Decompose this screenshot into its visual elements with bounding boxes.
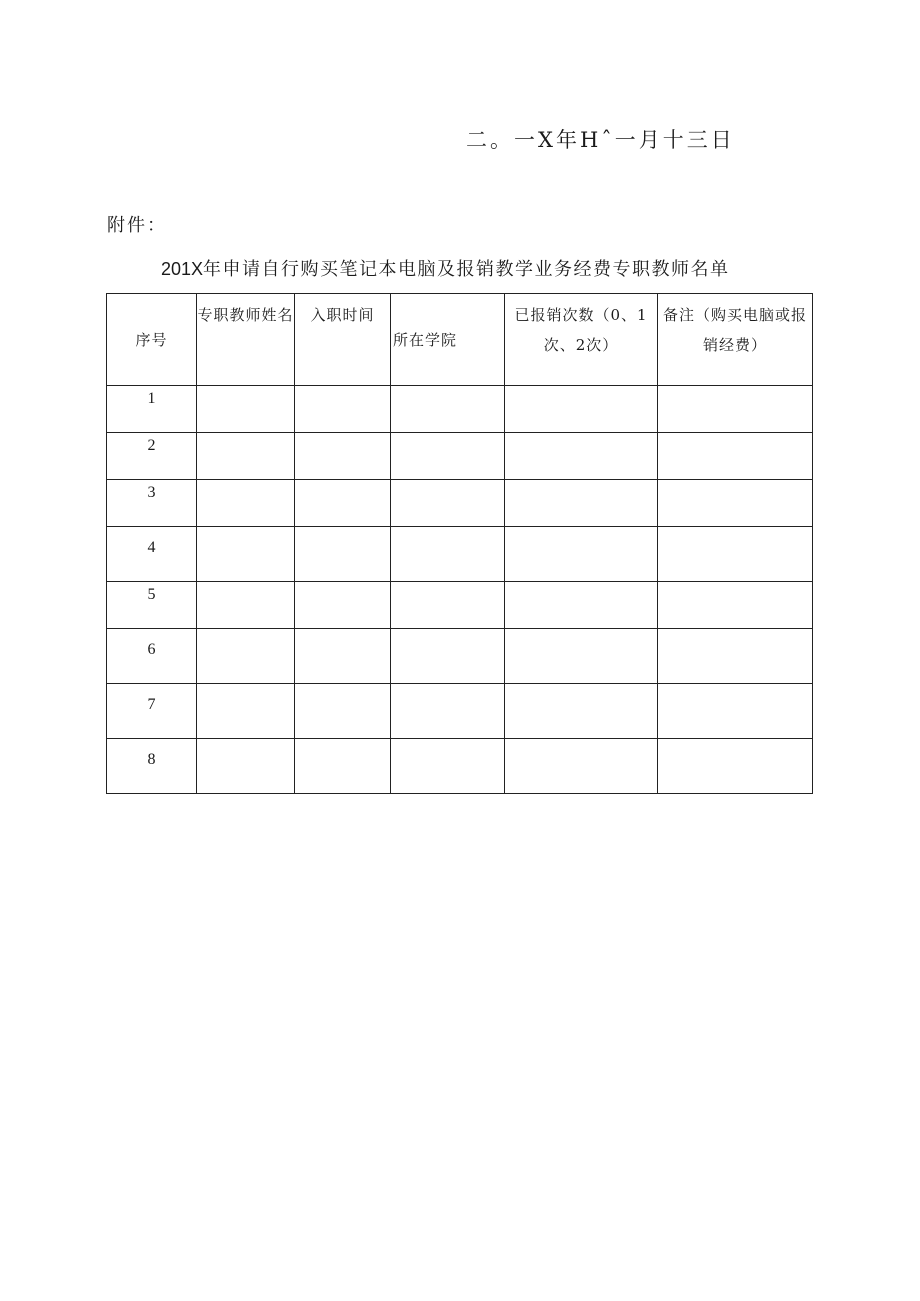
cell-hire-date[interactable] <box>295 433 391 480</box>
cell-teacher-name[interactable] <box>197 684 295 739</box>
table-row <box>107 433 813 480</box>
cell-college[interactable] <box>391 629 505 684</box>
cell-remarks[interactable] <box>658 433 813 480</box>
cell-hire-date[interactable] <box>295 527 391 582</box>
row-number: 8 <box>107 739 197 794</box>
cell-teacher-name[interactable] <box>197 739 295 794</box>
row-number: 3 <box>107 480 197 527</box>
cell-reimbursed-times[interactable] <box>505 684 658 739</box>
header-hire-date: 入职时间 <box>295 294 391 386</box>
title-year: 201X <box>161 259 204 279</box>
cell-remarks[interactable] <box>658 582 813 629</box>
cell-teacher-name[interactable] <box>197 582 295 629</box>
document-title <box>161 255 730 281</box>
cell-college[interactable] <box>391 433 505 480</box>
cell-teacher-name[interactable] <box>197 480 295 527</box>
row-number: 1 <box>107 386 197 433</box>
cell-reimbursed-times[interactable] <box>505 386 658 433</box>
cell-hire-date[interactable] <box>295 480 391 527</box>
table-row <box>107 739 813 794</box>
row-number: 4 <box>107 527 197 582</box>
cell-reimbursed-times[interactable] <box>505 527 658 582</box>
document-date: 二。一X年Hˆ一月十三日 <box>466 128 735 152</box>
header-teacher-name: 专职教师姓名 <box>197 294 295 386</box>
cell-college[interactable] <box>391 739 505 794</box>
cell-remarks[interactable] <box>658 386 813 433</box>
cell-hire-date[interactable] <box>295 739 391 794</box>
attachment-label: 附件： <box>107 215 167 236</box>
row-number: 5 <box>107 582 197 629</box>
title-text: 年申请自行购买笔记本电脑及报销教学业务经费专职教师名单 <box>203 259 730 280</box>
cell-hire-date[interactable] <box>295 386 391 433</box>
cell-college[interactable] <box>391 684 505 739</box>
cell-remarks[interactable] <box>658 684 813 739</box>
table-row <box>107 480 813 527</box>
row-number: 6 <box>107 629 197 684</box>
cell-college[interactable] <box>391 582 505 629</box>
table-row <box>107 527 813 582</box>
cell-reimbursed-times[interactable] <box>505 582 658 629</box>
cell-remarks[interactable] <box>658 527 813 582</box>
cell-remarks[interactable] <box>658 629 813 684</box>
cell-teacher-name[interactable] <box>197 386 295 433</box>
header-seq: 序号 <box>107 294 197 386</box>
cell-remarks[interactable] <box>658 480 813 527</box>
cell-college[interactable] <box>391 527 505 582</box>
cell-reimbursed-times[interactable] <box>505 433 658 480</box>
table-row <box>107 386 813 433</box>
header-remarks: 备注（购买电脑或报销经费） <box>658 294 813 386</box>
cell-hire-date[interactable] <box>295 684 391 739</box>
header-reimbursed-times: 已报销次数（0、1次、2次） <box>505 294 658 386</box>
cell-teacher-name[interactable] <box>197 527 295 582</box>
cell-teacher-name[interactable] <box>197 433 295 480</box>
cell-reimbursed-times[interactable] <box>505 480 658 527</box>
cell-hire-date[interactable] <box>295 629 391 684</box>
cell-remarks[interactable] <box>658 739 813 794</box>
header-college: 所在学院 <box>391 294 505 386</box>
table-header-row <box>107 294 813 386</box>
cell-college[interactable] <box>391 386 505 433</box>
row-number: 7 <box>107 684 197 739</box>
teacher-roster-table <box>106 293 813 794</box>
cell-reimbursed-times[interactable] <box>505 629 658 684</box>
cell-hire-date[interactable] <box>295 582 391 629</box>
table-row <box>107 629 813 684</box>
row-number: 2 <box>107 433 197 480</box>
cell-reimbursed-times[interactable] <box>505 739 658 794</box>
table-row <box>107 582 813 629</box>
cell-college[interactable] <box>391 480 505 527</box>
cell-teacher-name[interactable] <box>197 629 295 684</box>
table-row <box>107 684 813 739</box>
